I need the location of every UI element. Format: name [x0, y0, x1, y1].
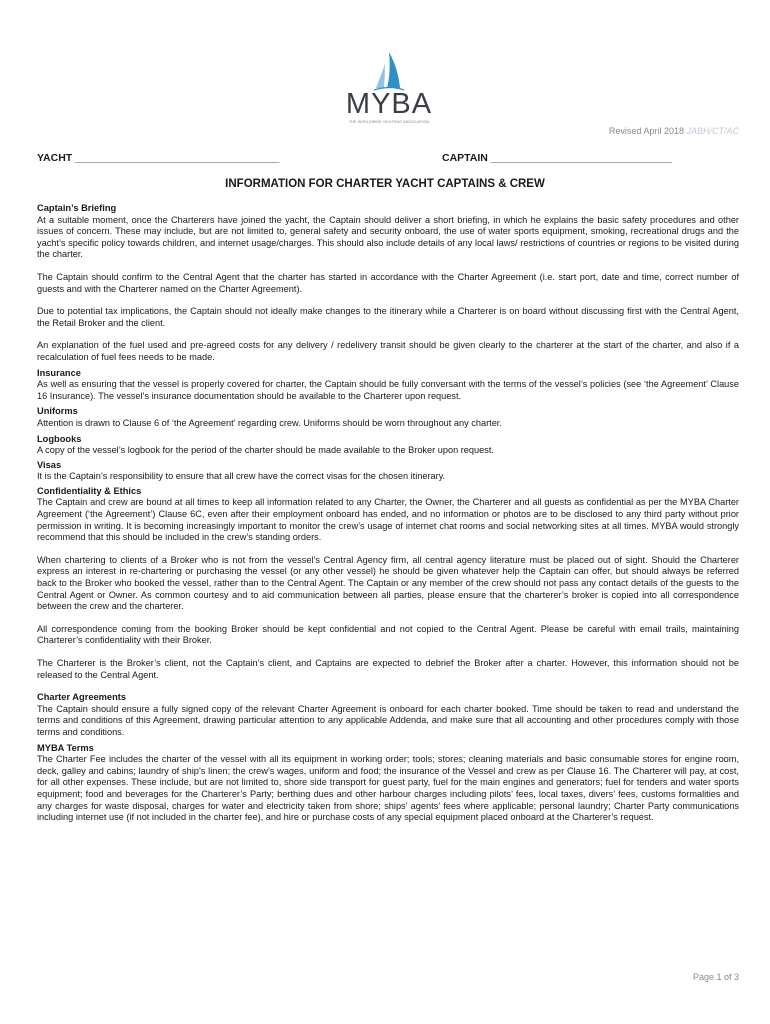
- paragraph: The Charterer is the Broker’s client, not the Captain’s client, and Captains are expected to debrief the Broker after a charter. However, this information should not be released to the Central Agent.: [37, 658, 739, 680]
- paragraph: Due to potential tax implications, the Captain should not ideally make changes to the itinerary while a Charterer is on board without discussing first with the Central Agent, the Retail Broker and the client.: [37, 306, 739, 328]
- paragraph: As well as ensuring that the vessel is properly covered for charter, the Captain should be fully conversant with the terms of the vessel’s policies (see ‘the Agreement’ Clause 16 Insurance). The vessel’s insurance documentation should be available to the Charterer upon request.: [37, 379, 739, 401]
- paragraph: An explanation of the fuel used and pre-agreed costs for any delivery / redelivery transit should be given clearly to the charterer at the start of the charter, and also if a recalculation of fuel fees needs to be made.: [37, 340, 739, 362]
- paragraph: It is the Captain’s responsibility to ensure that all crew have the correct visas for the chosen itinerary.: [37, 471, 446, 482]
- document-title: INFORMATION FOR CHARTER YACHT CAPTAINS & CREW: [225, 178, 545, 190]
- revision-date: Revised April 2018: [608, 126, 684, 136]
- myba-logo: [334, 50, 444, 130]
- paragraph: The Captain and crew are bound at all times to keep all information related to any Charter, the Owner, the Charterer and all guests as confidential as per the MYBA Charter Agreement (‘the Agreement’) Clause 6C, even after their employment onboard has ended, and no information or photos are to be disclosed to any third party without prior permission in writing. It is becoming increasingly important to monitor the crew’s usage of internet chat rooms and social networking sites at all times. MYBA would strongly recommend that this should be included in the crew’s standing orders.: [37, 497, 739, 543]
- section-heading-insurance: Insurance: [37, 367, 81, 378]
- revision-code: JABH/CT/AC: [686, 126, 739, 136]
- paragraph: Attention is drawn to Clause 6 of ‘the Agreement’ regarding crew. Uniforms should be worn throughout any charter.: [37, 417, 502, 428]
- document-body: [37, 203, 739, 824]
- logo-wordmark: MYBA: [345, 88, 433, 120]
- section-heading-terms: MYBA Terms: [37, 742, 94, 753]
- page-number: Page 1 of 3: [692, 972, 739, 982]
- paragraph: A copy of the vessel’s logbook for the period of the charter should be made available to the Broker upon request.: [37, 445, 494, 456]
- logo-tagline: THE WORLDWIDE YACHTING ASSOCIATION: [348, 120, 430, 124]
- revision-note: [609, 126, 739, 136]
- section-heading-briefing: Captain’s Briefing: [37, 203, 117, 213]
- captain-field[interactable]: CAPTAIN _______________________________: [442, 152, 672, 164]
- paragraph: When chartering to clients of a Broker who is not from the vessel’s Central Agency firm, all central agency literature must be placed out of sight. Should the Charterer express an interest in re-chartering or purchasing the vessel (or any other vessel) he should be given whatever help the Captain can offer, but should always be referred back to the Broker who booked the vessel, rather than to the Central Agent. The Captain or any member of the crew should not pass any contact details of the guests to the Central Agent or Owner. As common courtesy and to aid communication between all parties, please ensure that the charterer’s broker is copied into all correspondence between the crew and the charterer.: [37, 554, 739, 612]
- paragraph: At a suitable moment, once the Charterers have joined the yacht, the Captain should deliver a short briefing, in which he explains the basic safety procedures and other issues of concern. These may include, but are not limited to, general safety and security onboard, the use of water sports equipment, smoking, recreational drugs and the yacht’s specific policy towards children, and internet usage/charges. This should also include details of any local laws/ restrictions of countries or regions to be visited during the charter.: [37, 214, 739, 260]
- paragraph: The Charter Fee includes the charter of the vessel with all its equipment in working order; tools; stores; cleaning materials and basic consumable stores for engine room, deck, galley and cabins; laundry of ship’s linen; the crew’s wages, uniform and food; the insurance of the Vessel and crew as per Clause 16. The Charterer will pay, at cost, for all other expenses. These include, but are not limited to, shore side transport for guest party, fuel for the main engines and generators; fuel for tenders and water sports equipment; food and beverages for the Charterer’s Party; berthing dues and other harbour charges including pilots’ fees, local taxes, divers’ fees, customs formalities and any charges for waste disposal, charges for water and electricity taken from shore; ships’ agents’ fees where applicable; personal laundry; Charter Party communications including internet use (if not included in the charter fee), and hire or purchase costs of any special equipment placed onboard at the Charterer’s request.: [37, 754, 739, 823]
- paragraph: All correspondence coming from the booking Broker should be kept confidential and not copied to the Central Agent. Please be careful with email trails, maintaining Charterer’s confidentiality with their Broker.: [37, 623, 739, 646]
- section-heading-confidentiality: Confidentiality & Ethics: [37, 485, 142, 496]
- yacht-field[interactable]: YACHT ___________________________________: [37, 152, 280, 164]
- paragraph: The Captain should confirm to the Central Agent that the charter has started in accordance with the Charter Agreement (i.e. start port, date and time, correct number of guests and with the Charterer named on the Charter Agreement).: [37, 271, 739, 294]
- section-heading-agreements: Charter Agreements: [37, 692, 127, 703]
- section-heading-uniforms: Uniforms: [37, 406, 78, 417]
- section-heading-logbooks: Logbooks: [37, 433, 82, 444]
- section-heading-visas: Visas: [37, 459, 62, 470]
- paragraph: The Captain should ensure a fully signed copy of the relevant Charter Agreement is onboard for each charter booked. Time should be taken to read and understand the terms and conditions of this Agreement, drawing particular attention to any applicable Addenda, and make sure that all accounting and other procedures comply with those terms and conditions.: [37, 703, 739, 737]
